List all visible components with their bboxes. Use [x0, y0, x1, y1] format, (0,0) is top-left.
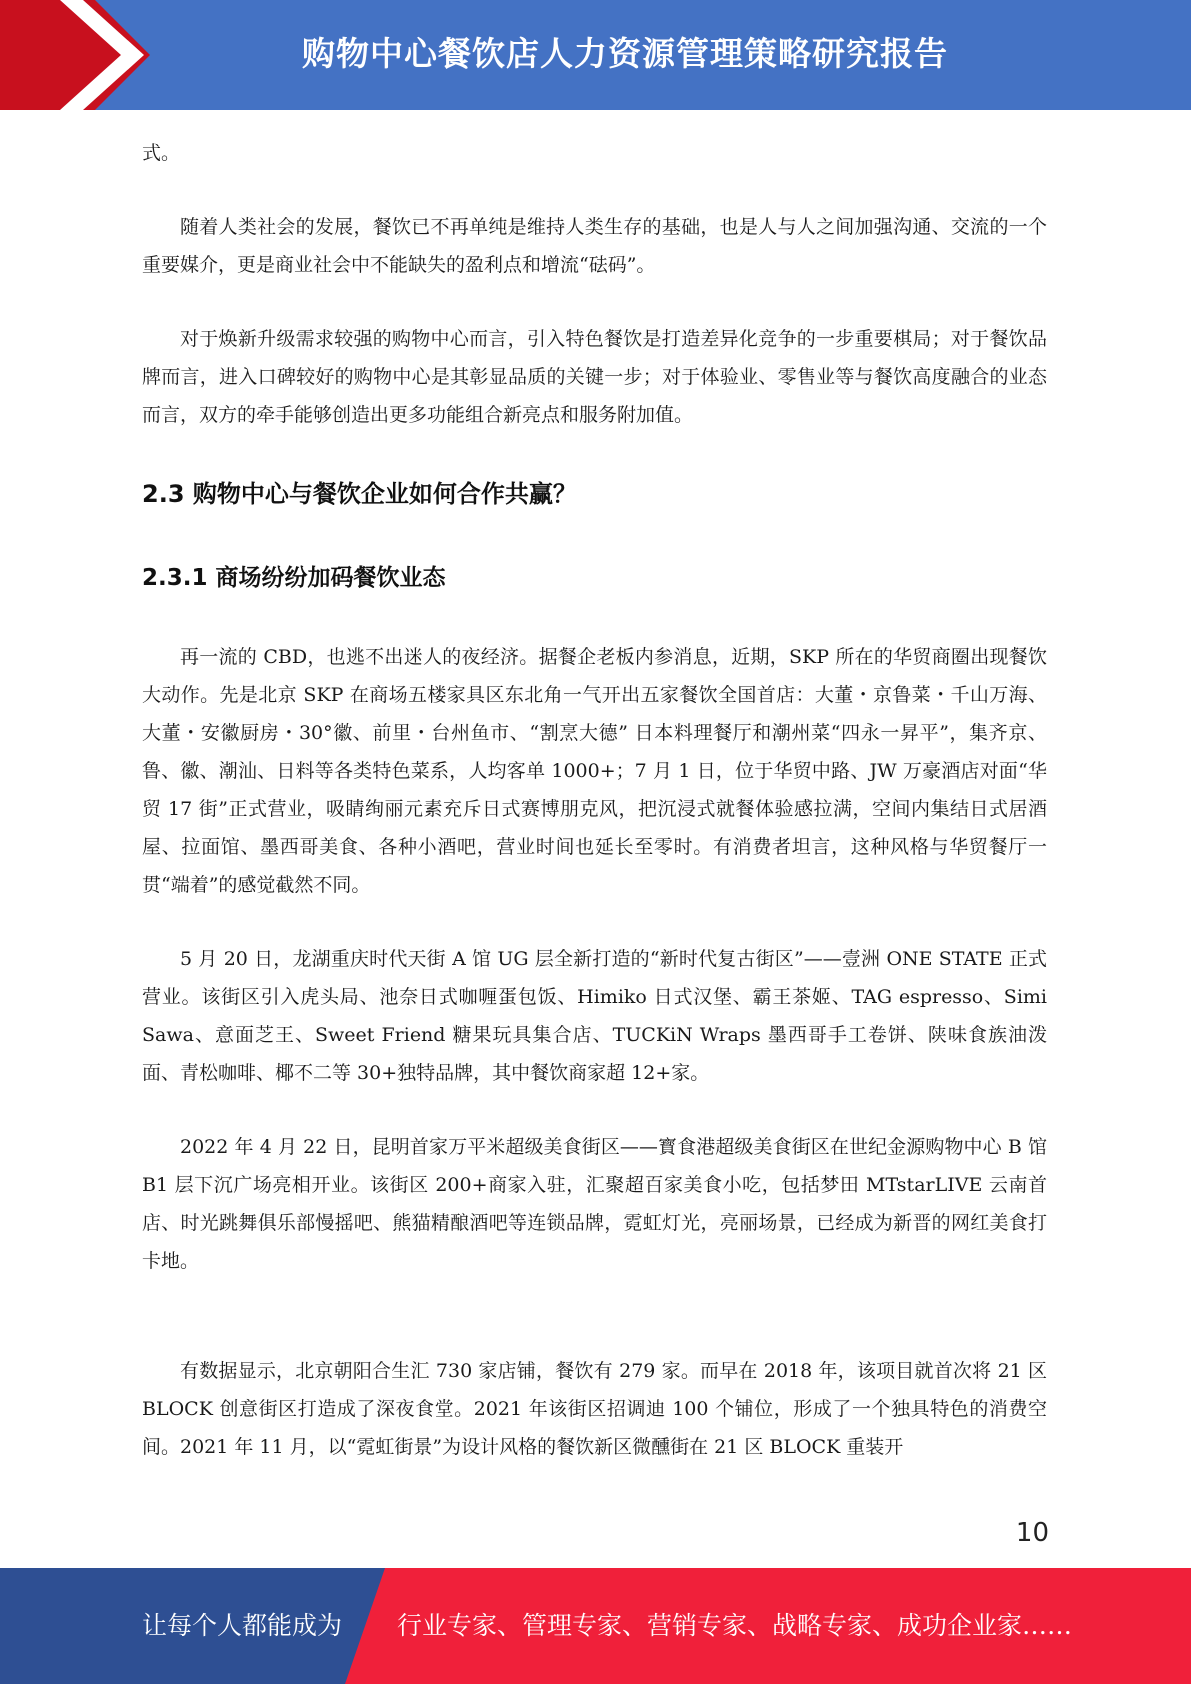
page-number: 10: [1015, 1518, 1049, 1548]
paragraph: 2022 年 4 月 22 日，昆明首家万平米超级美食街区——寳食港超级美食街区在世纪金源购物中心 B 馆 B1 层下沉广场亮相开业。该街区 200+商家入驻，汇聚超百家美食小吃，包括梦田 MTstarLIVE 云南首店、时光跳舞俱乐部慢摇吧、熊猫精酿酒吧等连锁品牌，霓虹灯光，亮丽场景，已经成为新晋的网红美食打卡地。: [142, 1136, 1047, 1272]
paragraph: 有数据显示，北京朝阳合生汇 730 家店铺，餐饮有 279 家。而早在 2018 年，该项目就首次将 21 区 BLOCK 创意街区打造成了深夜食堂。2021 年该街区招调迪 100 个铺位，形成了一个独具特色的消费空间。2021 年 11 月，以“霓虹街景”为设计风格的餐饮新区微醺街在 21 区 BLOCK 重装开: [142, 1360, 1047, 1458]
page-header: [0, 0, 1191, 110]
paragraph: 对于焕新升级需求较强的购物中心而言，引入特色餐饮是打造差异化竞争的一步重要棋局；对于餐饮品牌而言，进入口碑较好的购物中心是其彰显品质的关键一步；对于体验业、零售业等与餐饮高度融合的业态而言，双方的牵手能够创造出更多功能组合新亮点和服务附加值。: [142, 328, 1047, 426]
document-body: [142, 134, 1047, 1466]
subsection-heading: 2.3.1 商场纷纷加码餐饮业态: [142, 565, 446, 591]
footer-slogan-right: 行业专家、管理专家、营销专家、战略专家、成功企业家……: [397, 1611, 1073, 1640]
footer-slogan-left: 让每个人都能成为: [142, 1611, 343, 1640]
paragraph: 随着人类社会的发展，餐饮已不再单纯是维持人类生存的基础，也是人与人之间加强沟通、交流的一个重要媒介，更是商业社会中不能缺失的盈利点和增流“砝码”。: [142, 216, 1047, 276]
paragraph: 再一流的 CBD，也逃不出迷人的夜经济。据餐企老板内参消息，近期，SKP 所在的华贸商圈出现餐饮大动作。先是北京 SKP 在商场五楼家具区东北角一气开出五家餐饮全国首店：大董・京鲁菜・千山万海、大董・安徽厨房・30°徽、前里・台州鱼市、“割烹大德” 日本料理餐厅和潮州菜“四永一昇平”，集齐京、鲁、徽、潮汕、日料等各类特色菜系，人均客单 1000+；7 月 1 日，位于华贸中路、JW 万豪酒店对面“华贸 17 街”正式营业，吸睛绚丽元素充斥日式赛博朋克风，把沉浸式就餐体验感拉满，空间内集结日式居酒屋、拉面馆、墨西哥美食、各种小酒吧，营业时间也延长至零时。有消费者坦言，这种风格与华贸餐厅一贯“端着”的感觉截然不同。: [142, 646, 1047, 896]
section-heading: 2.3 购物中心与餐饮企业如何合作共赢？: [142, 480, 577, 508]
paragraph-continued: 式。: [142, 142, 181, 164]
page-footer: [0, 1568, 1191, 1684]
paragraph: 5 月 20 日，龙湖重庆时代天街 A 馆 UG 层全新打造的“新时代复古街区”——壹洲 ONE STATE 正式营业。该街区引入虎头局、池奈日式咖喱蛋包饭、Himiko 日式汉堡、霸王茶姬、TAG espresso、Simi Sawa、意面芝王、Sweet Friend 糖果玩具集合店、TUCKiN Wraps 墨西哥手工卷饼、陕味食族油泼面、青松咖啡、椰不二等 30+独特品牌，其中餐饮商家超 12+家。: [142, 948, 1047, 1084]
document-title: 购物中心餐饮店人力资源管理策略研究报告: [302, 34, 948, 73]
